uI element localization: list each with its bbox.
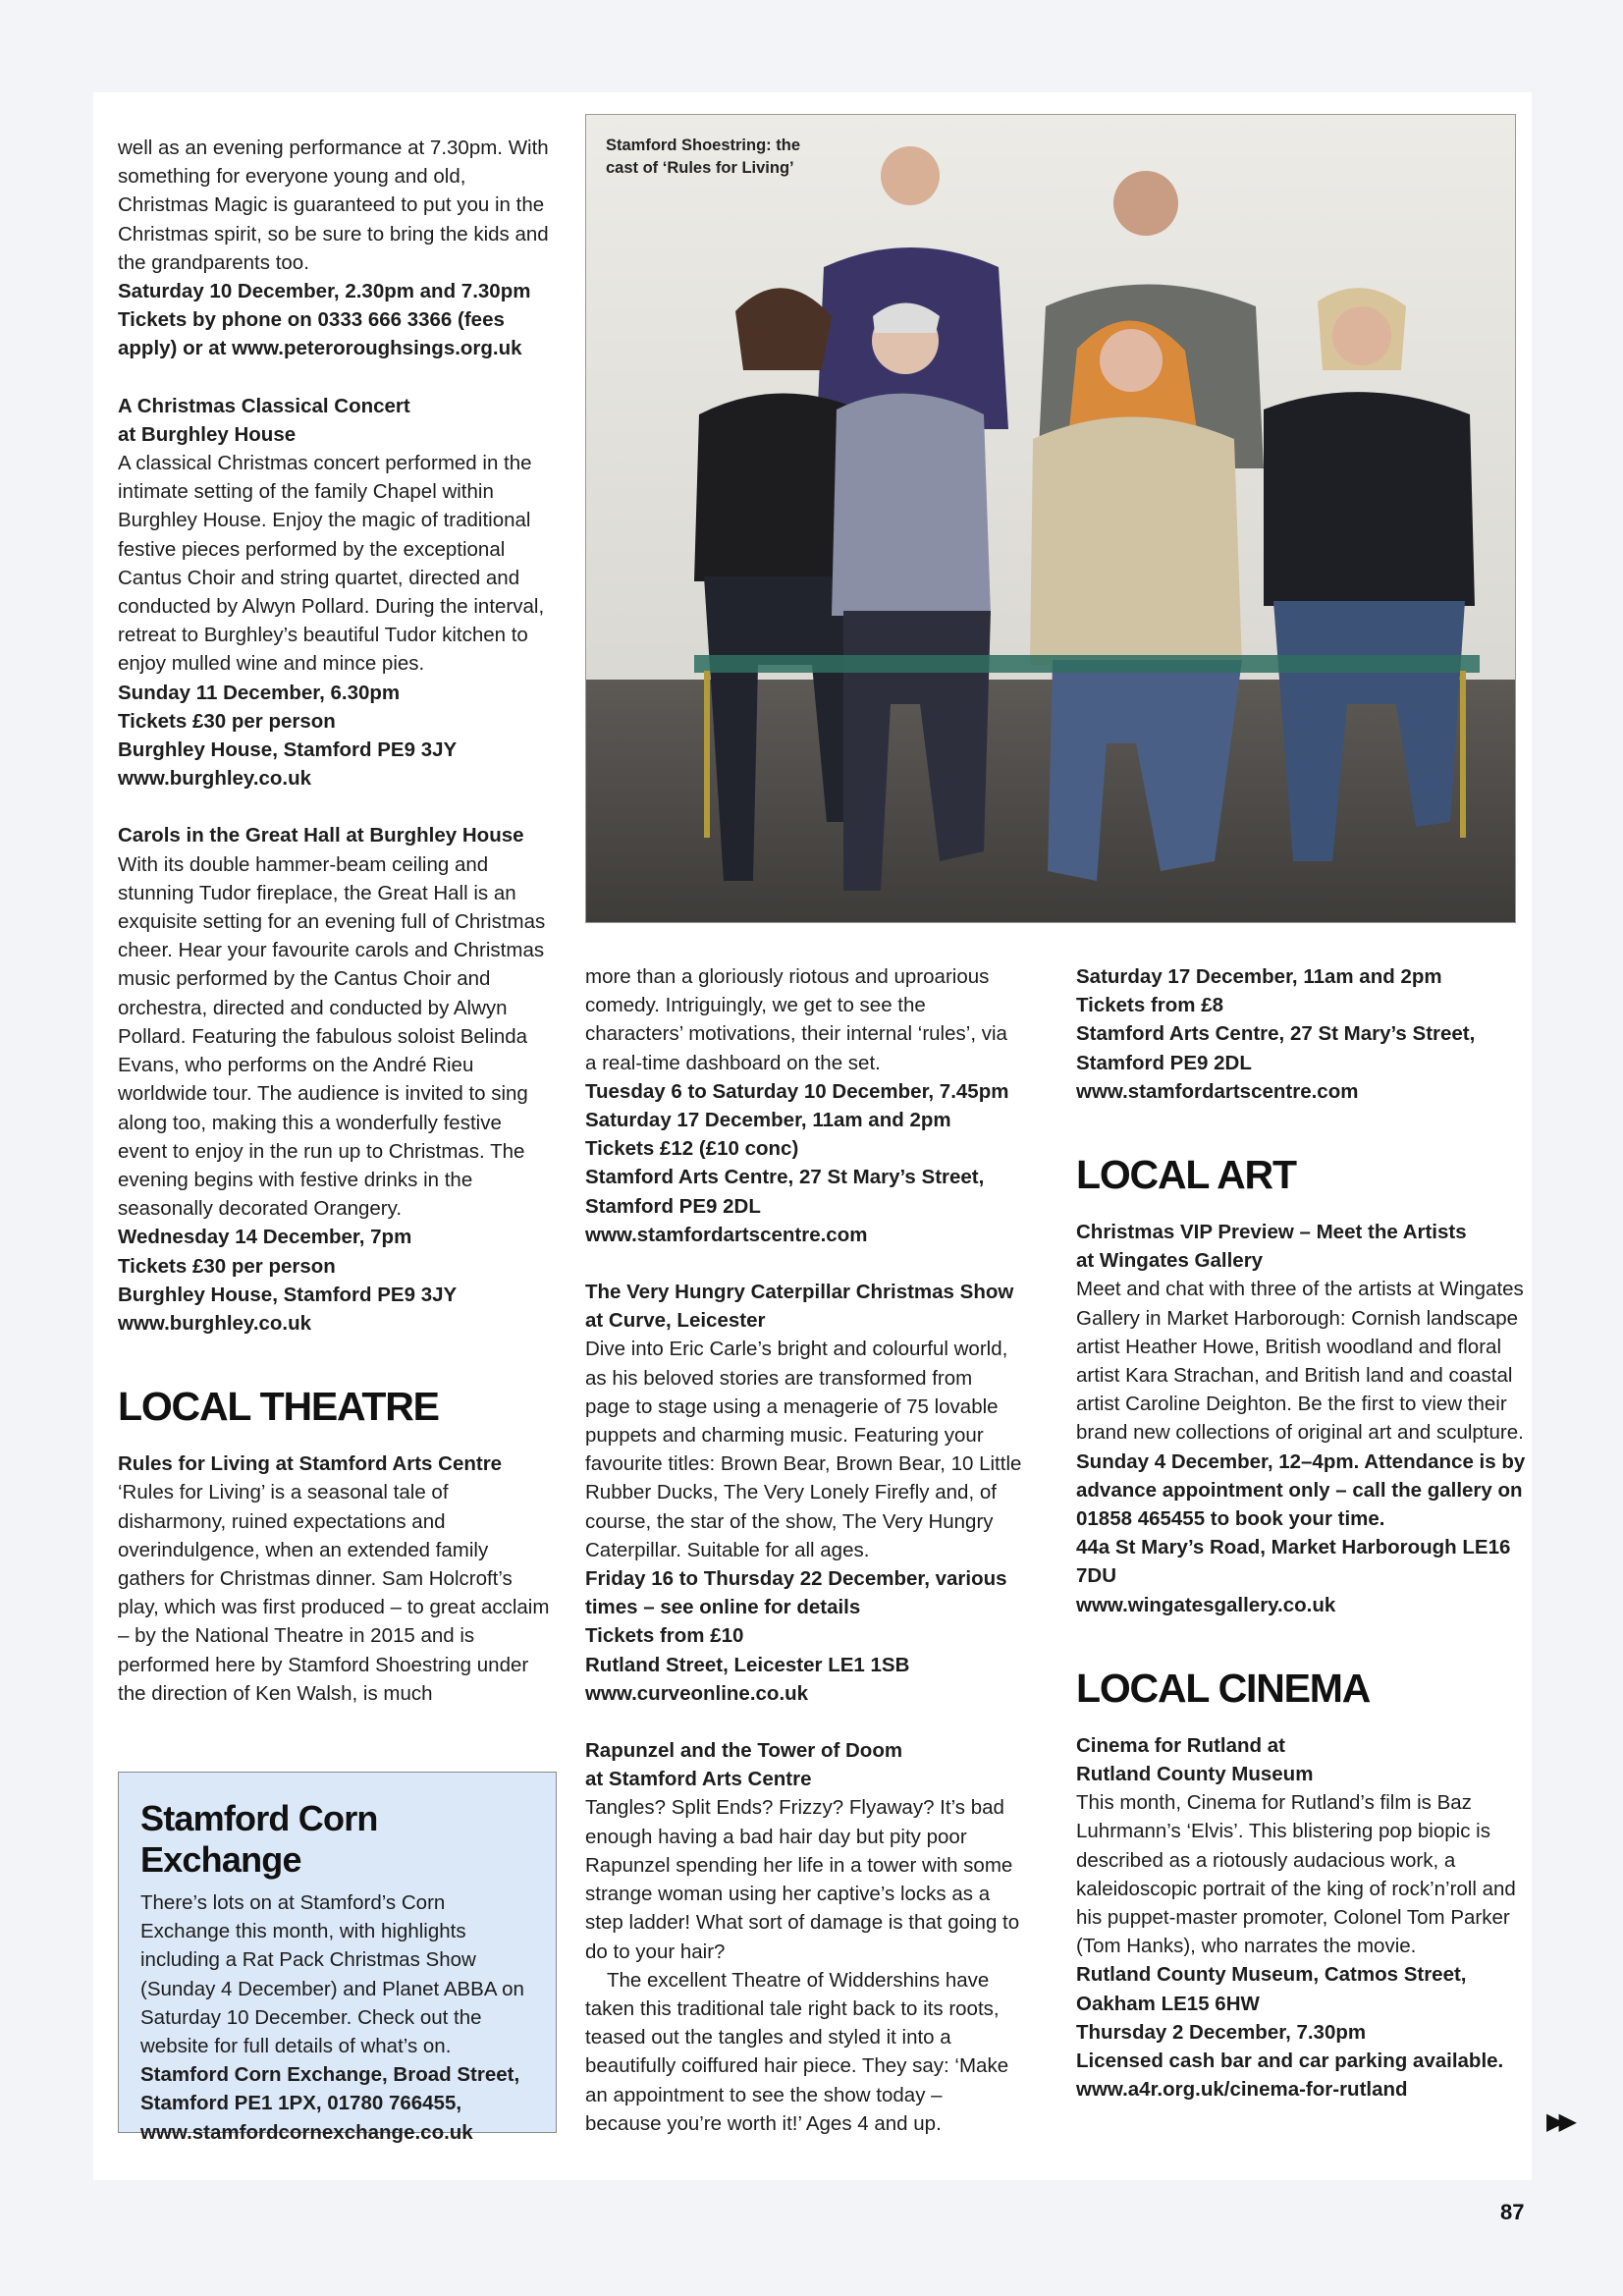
section-heading-cinema: LOCAL CINEMA <box>1076 1665 1371 1711</box>
rapunzel-title-venue: at Stamford Arts Centre <box>585 1768 812 1791</box>
concert-venue: Burghley House, Stamford PE9 3JY <box>118 738 458 762</box>
cast-photo <box>585 114 1516 923</box>
rapunzel-title: Rapunzel and the Tower of Doom <box>585 1739 903 1763</box>
column-middle <box>585 962 1022 2138</box>
vip-venue: 44a St Mary’s Road, Market Harborough LE16 7DU <box>1076 1536 1511 1588</box>
concert-date: Sunday 11 December, 6.30pm <box>118 681 401 704</box>
rapunzel-date: Saturday 17 December, 11am and 2pm <box>1076 965 1442 988</box>
vip-title-venue: at Wingates Gallery <box>1076 1249 1264 1273</box>
corn-exchange-box <box>118 1772 557 2144</box>
vip-website[interactable]: www.wingatesgallery.co.uk <box>1076 1593 1336 1616</box>
rules-venue: Stamford Arts Centre, 27 St Mary’s Street, Stamford PE9 2DL <box>585 1166 985 1218</box>
carols-title: Carols in the Great Hall at Burghley House <box>118 824 524 847</box>
rules-body: ‘Rules for Living’ is a seasonal tale of disharmony, ruined expectations and overindulgence, when an extended family gathers for Christmas dinner. Sam Holcroft’s play, which was first produced – to great acclaim – by the National Theatre in 2015 and is performed here by Stamford Shoestring under the direction of Ken Walsh, is much <box>118 1481 550 1705</box>
cinema-website[interactable]: www.a4r.org.uk/cinema-for-rutland <box>1076 2078 1408 2102</box>
cinema-title: Cinema for Rutland at <box>1076 1733 1285 1757</box>
vip-date: Sunday 4 December, 12–4pm. Attendance is by advance appointment only – call the gallery on 01858 465455 to book your time. <box>1076 1449 1526 1531</box>
rapunzel-body-1: Tangles? Split Ends? Frizzy? Flyaway? It’s bad enough having a bad hair day but pity poor Rapunzel spending her life in a tower with some strange woman using her captive’s locks as a step ladder! What sort of damage is that going to do to your hair? <box>585 1796 1020 1963</box>
column-left <box>118 134 550 1708</box>
carols-date: Wednesday 14 December, 7pm <box>118 1226 412 1249</box>
caterpillar-title: The Very Hungry Caterpillar Christmas Show <box>585 1281 1014 1304</box>
carols-website[interactable]: www.burghley.co.uk <box>118 1311 312 1335</box>
caterpillar-tickets: Tickets from £10 <box>585 1624 744 1648</box>
concert-title-venue: at Burghley House <box>118 422 297 446</box>
caterpillar-title-venue: at Curve, Leicester <box>585 1309 766 1333</box>
caterpillar-body: Dive into Eric Carle’s bright and colourful world, as his beloved stories are transformed from page to stage using a menagerie of 75 lovable puppets and charming music. Featuring your favourite titles: Brown Bear, Brown Bear, 10 Little Rubber Ducks, The Very Lonely Firefly and, of course, the star of the show, The Very Hungry Caterpillar. Suitable for all ages. <box>585 1338 1022 1561</box>
rules-title: Rules for Living at Stamford Arts Centre <box>118 1452 503 1476</box>
cinema-title-venue: Rutland County Museum <box>1076 1763 1314 1786</box>
corn-exchange-address: Stamford Corn Exchange, Broad Street, Stamford PE1 1PX, 01780 766455, www.stamfordcornexchange.co.uk <box>140 2063 520 2144</box>
rapunzel-venue: Stamford Arts Centre, 27 St Mary’s Street, Stamford PE9 2DL <box>1076 1022 1476 1074</box>
carols-venue: Burghley House, Stamford PE9 3JY <box>118 1283 458 1306</box>
section-heading-theatre: LOCAL THEATRE <box>118 1384 439 1430</box>
rules-date-1: Tuesday 6 to Saturday 10 December, 7.45pm <box>585 1079 1009 1103</box>
cinema-venue: Rutland County Museum, Catmos Street, Oakham LE15 6HW <box>1076 1963 1467 2015</box>
intro-tickets: Tickets by phone on 0333 666 3366 (fees apply) or at www.peteroroughsings.org.uk <box>118 308 522 360</box>
cast-photo-image <box>586 115 1516 923</box>
rapunzel-body-2: The excellent Theatre of Widdershins have taken this traditional tale right back to its roots, teased out the tangles and styled it into a beautifully coiffured hair piece. They say: ‘Make an appointment to see the show today – because you’re worth it!’ Ages 4 and up. <box>585 1968 1009 2135</box>
page-number: 87 <box>1500 2200 1525 2224</box>
intro-text: well as an evening performance at 7.30pm. With something for everyone young and old, Christmas Magic is guaranteed to put you in the Christmas spirit, so be sure to bring the kids and the grandparents too. <box>118 137 549 274</box>
rules-body-continued: more than a gloriously riotous and uproarious comedy. Intriguingly, we get to see the characters’ motivations, their internal ‘rules’, via a real-time dashboard on the set. <box>585 965 1007 1074</box>
rules-date-2: Saturday 17 December, 11am and 2pm <box>585 1109 951 1132</box>
photo-caption: Stamford Shoestring: the cast of ‘Rules for Living’ <box>606 137 801 177</box>
vip-body: Meet and chat with three of the artists at Wingates Gallery in Market Harborough: Cornish landscape artist Heather Howe, British woodland and floral artist Kara Strachan, and British land and coastal artist Caroline Deighton. Be the first to view their brand new collections of original art and sculpture. <box>1076 1278 1524 1445</box>
concert-tickets: Tickets £30 per person <box>118 709 336 733</box>
rapunzel-tickets: Tickets from £8 <box>1076 994 1224 1017</box>
caterpillar-date: Friday 16 to Thursday 22 December, various times – see online for details <box>585 1567 1007 1619</box>
vip-title: Christmas VIP Preview – Meet the Artists <box>1076 1221 1467 1244</box>
column-right <box>1076 962 1530 2105</box>
cinema-date: Thursday 2 December, 7.30pm <box>1076 2020 1367 2044</box>
corn-exchange-title: Stamford Corn Exchange <box>140 1798 378 1880</box>
cinema-extra: Licensed cash bar and car parking available. <box>1076 2050 1504 2073</box>
concert-title: A Christmas Classical Concert <box>118 394 410 417</box>
concert-website[interactable]: www.burghley.co.uk <box>118 767 312 791</box>
carols-body: With its double hammer-beam ceiling and stunning Tudor fireplace, the Great Hall is an exquisite setting for an evening full of Christmas cheer. Hear your favourite carols and Christmas music performed by the Cantus Choir and orchestra, directed and conducted by Alwyn Pollard. Featuring the fabulous soloist Belinda Evans, who performs on the André Rieu worldwide tour. The audience is invited to sing along too, making this a wonderfully festive event to enjoy in the run up to Christmas. The evening begins with festive drinks in the seasonally decorated Orangery. <box>118 852 546 1221</box>
continue-arrows-icon: ▶▶ <box>1546 2107 1571 2135</box>
rules-tickets: Tickets £12 (£10 conc) <box>585 1137 799 1161</box>
rapunzel-website[interactable]: www.stamfordartscentre.com <box>1076 1079 1359 1103</box>
rules-website[interactable]: www.stamfordartscentre.com <box>585 1223 868 1246</box>
section-heading-art: LOCAL ART <box>1076 1152 1296 1198</box>
corn-exchange-body: There’s lots on at Stamford’s Corn Exchange this month, with highlights including a Rat Pack Christmas Show (Sunday 4 December) and Planet ABBA on Saturday 10 December. Check out the website for full details of what’s on. <box>140 1891 524 2058</box>
carols-tickets: Tickets £30 per person <box>118 1254 336 1278</box>
caterpillar-website[interactable]: www.curveonline.co.uk <box>585 1681 809 1705</box>
intro-date: Saturday 10 December, 2.30pm and 7.30pm <box>118 280 531 303</box>
caterpillar-venue: Rutland Street, Leicester LE1 1SB <box>585 1653 910 1676</box>
concert-body: A classical Christmas concert performed in the intimate setting of the family Chapel within Burghley House. Enjoy the magic of traditional festive pieces performed by the exceptional Cantus Choir and string quartet, directed and conducted by Alwyn Pollard. During the interval, retreat to Burghley’s beautiful Tudor kitchen to enjoy mulled wine and mince pies. <box>118 452 545 676</box>
cinema-body: This month, Cinema for Rutland’s film is Baz Luhrmann’s ‘Elvis’. This blistering pop biopic is described as a riotously audacious work, a kaleidoscopic portrait of the king of rock’n’roll and his puppet-master promoter, Colonel Tom Parker (Tom Hanks), who narrates the movie. <box>1076 1791 1516 1958</box>
